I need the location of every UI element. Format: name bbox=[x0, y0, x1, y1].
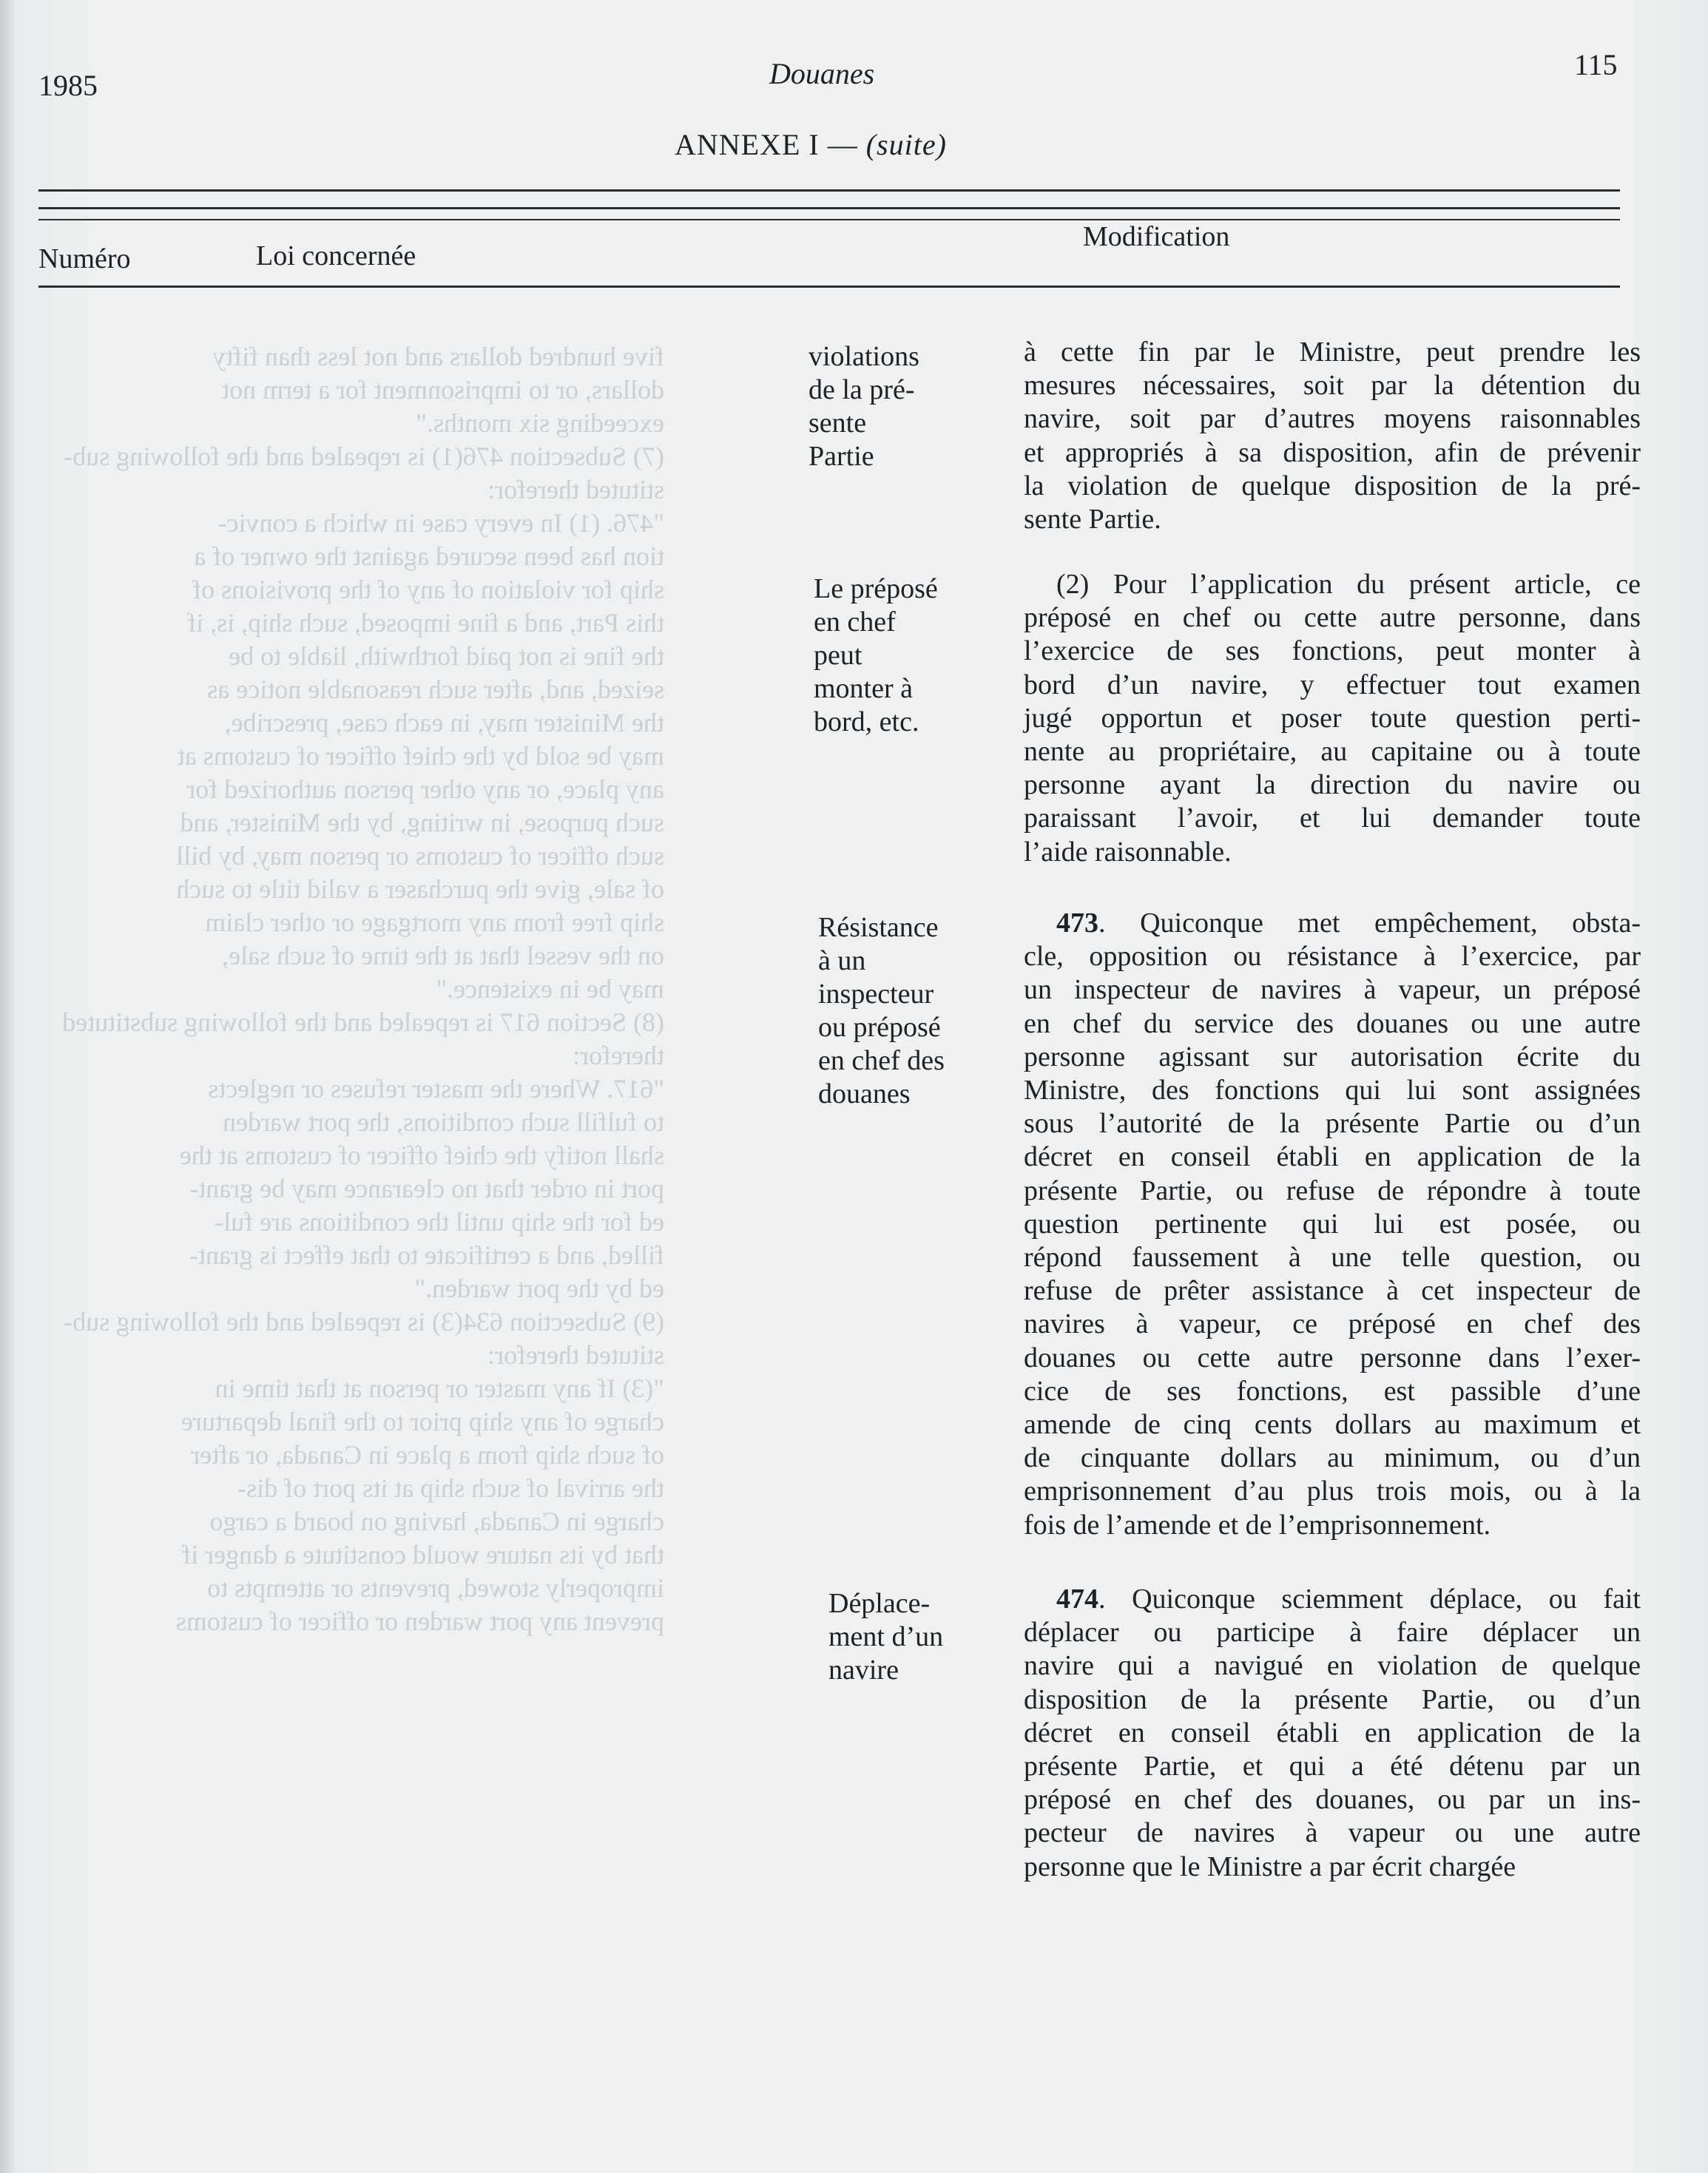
binding-shadow bbox=[0, 0, 15, 2173]
show-through-line: the Minister may, in each case, prescribe, bbox=[224, 708, 664, 737]
show-through-line: (7) Subsection 476(1) is repealed and the following sub- bbox=[64, 442, 664, 471]
margin-note-line: Résistance bbox=[818, 912, 939, 943]
paragraph-line bbox=[1024, 601, 1641, 635]
paragraph-line-text: question pertinente qui lui est posée, ou bbox=[1024, 1208, 1641, 1240]
column-header-loi: Loi concernée bbox=[256, 240, 416, 271]
show-through-line: such purpose, in writing, by the Minister, and bbox=[180, 808, 664, 837]
margin-note-line: inspecteur bbox=[818, 979, 934, 1010]
show-through-line: "(3) If any master or person at that time in bbox=[215, 1373, 664, 1403]
show-through-line: exceeding six months." bbox=[416, 408, 664, 438]
paragraph-line bbox=[1024, 1475, 1641, 1508]
margin-note-line: en chef des bbox=[818, 1045, 945, 1076]
paragraph-line-text: navire qui a navigué en violation de quelque bbox=[1024, 1650, 1641, 1682]
show-through-line: ed for the ship until the conditions are ful- bbox=[215, 1207, 664, 1237]
paragraph-line bbox=[1024, 336, 1641, 369]
margin-note-line: de la pré- bbox=[809, 374, 915, 405]
margin-note-line: sente bbox=[809, 408, 867, 439]
margin-note-line: en chef bbox=[814, 606, 896, 638]
paragraph-line-text: navire, soit par d’autres moyens raisonnables bbox=[1024, 403, 1641, 435]
show-through-line: improperly stowed, prevents or attempts to bbox=[207, 1573, 664, 1603]
paragraph-line bbox=[1024, 1817, 1641, 1850]
paragraph-line bbox=[1024, 1583, 1641, 1616]
paragraph-line bbox=[1024, 1783, 1641, 1817]
show-through-line: shall notify the chief officer of customs at the bbox=[179, 1140, 664, 1170]
paragraph-line-text: de cinquante dollars au minimum, ou d’un bbox=[1024, 1442, 1641, 1474]
margin-note-deplacement bbox=[828, 1587, 943, 1687]
paragraph-line-text: décret en conseil établi en application de la bbox=[1024, 1141, 1641, 1173]
table-rule-double-a bbox=[38, 207, 1620, 209]
show-through-line: stituted therefor: bbox=[487, 475, 664, 504]
paragraph-line-text: bord d’un navire, y effectuer tout examen bbox=[1024, 669, 1641, 700]
paragraph-474 bbox=[1024, 1583, 1641, 1884]
paragraph-line bbox=[1024, 702, 1641, 735]
table-rule-top bbox=[38, 189, 1620, 192]
paragraph-line-text: décret en conseil établi en application de la bbox=[1024, 1717, 1641, 1748]
paragraph-line-text: la violation de quelque disposition de la pré- bbox=[1024, 470, 1641, 501]
paragraph-line bbox=[1024, 470, 1641, 503]
show-through-line: prevent any port warden or officer of customs bbox=[175, 1606, 664, 1636]
paragraph-line-text: emprisonnement d’au plus trois mois, ou à la bbox=[1024, 1476, 1641, 1507]
margin-note-prepose bbox=[814, 572, 938, 739]
paragraph-line-text: à cette fin par le Ministre, peut prendre les bbox=[1024, 337, 1641, 368]
paragraph-line-text: amende de cinq cents dollars au maximum et bbox=[1024, 1409, 1641, 1441]
paragraph-line bbox=[1024, 1375, 1641, 1408]
paragraph-line-text: l’exercice de ses fonctions, peut monter à bbox=[1024, 635, 1641, 667]
show-through-line: may be sold by the chief officer of customs at bbox=[177, 741, 664, 771]
paragraph-line bbox=[1024, 1041, 1641, 1074]
show-through-line: filled, and a certificate to that effect is grant- bbox=[189, 1240, 664, 1270]
show-through-line: the fine is not paid forthwith, liable to be bbox=[229, 641, 664, 671]
paragraph-line-text: . Quiconque met empêchement, obsta- bbox=[1098, 908, 1641, 939]
show-through-line: five hundred dollars and not less than fifty bbox=[212, 342, 664, 371]
show-through-line: of sale, give the purchaser a valid title to such bbox=[176, 874, 664, 904]
show-through-line: on the vessel that at the time of such sale, bbox=[222, 941, 664, 970]
margin-note-line: bord, etc. bbox=[814, 706, 919, 737]
paragraph-line bbox=[1024, 1408, 1641, 1442]
paragraph-line-text: jugé opportun et poser toute question perti- bbox=[1024, 702, 1641, 734]
table-rule-double-b bbox=[38, 219, 1620, 220]
paragraph-line-text: . Quiconque sciemment déplace, ou fait bbox=[1098, 1584, 1641, 1615]
paragraph-line bbox=[1024, 940, 1641, 973]
paragraph-line bbox=[1024, 1683, 1641, 1717]
show-through-line: to fulfill such conditions, the port warden bbox=[223, 1107, 664, 1137]
show-through-line: charge of any ship prior to the final departure bbox=[180, 1407, 664, 1436]
header-year: 1985 bbox=[38, 69, 98, 102]
paragraph-line bbox=[1024, 1175, 1641, 1208]
paragraph-line bbox=[1024, 1616, 1641, 1649]
header-title: Douanes bbox=[769, 57, 875, 90]
paragraph-continuation bbox=[1024, 336, 1641, 536]
paragraph-line-text: sente Partie. bbox=[1024, 504, 1161, 535]
margin-note-line: douanes bbox=[818, 1078, 911, 1109]
paragraph-line bbox=[1024, 802, 1641, 835]
paragraph-line-text: navires à vapeur, ce préposé en chef des bbox=[1024, 1308, 1641, 1340]
margin-note-violations bbox=[809, 340, 919, 473]
paragraph-line-text: cle, opposition ou résistance à l’exercice, par bbox=[1024, 941, 1641, 973]
paragraph-line-text: fois de l’amende et de l’emprisonnement. bbox=[1024, 1509, 1491, 1541]
paragraph-line bbox=[1024, 1241, 1641, 1274]
paragraph-line bbox=[1024, 669, 1641, 702]
paragraph-line bbox=[1024, 369, 1641, 402]
annex-main: ANNEXE I — bbox=[675, 128, 866, 161]
show-through-line: ship free from any mortgage or other claim bbox=[205, 908, 664, 937]
paragraph-line-text: mesures nécessaires, soit par la détention du bbox=[1024, 370, 1641, 402]
margin-note-line: à un bbox=[818, 945, 866, 976]
column-header-numero: Numéro bbox=[38, 243, 131, 274]
paragraph-line-text: refuse de prêter assistance à cet inspecteur de bbox=[1024, 1275, 1641, 1307]
paragraph-line-text: présente Partie, et qui a été détenu par un bbox=[1024, 1751, 1641, 1782]
paragraph-line bbox=[1024, 503, 1641, 536]
paragraph-line-text: et appropriés à sa disposition, afin de prévenir bbox=[1024, 436, 1641, 468]
paragraph-line bbox=[1024, 1649, 1641, 1683]
paragraph-line bbox=[1024, 1074, 1641, 1107]
show-through-line: tion has been secured against the owner of a bbox=[194, 541, 664, 571]
paragraph-line bbox=[1024, 568, 1641, 601]
margin-note-line: Partie bbox=[809, 441, 874, 472]
section-number: 473 bbox=[1056, 908, 1098, 939]
show-through-line: stituted therefor: bbox=[487, 1340, 664, 1370]
show-through-line: dollars, or to imprisonment for a term not bbox=[222, 375, 664, 405]
margin-note-line: peut bbox=[814, 640, 863, 671]
paragraph-line-text: en chef du service des douanes ou une autre bbox=[1024, 1007, 1641, 1039]
margin-note-line: ment d’un bbox=[828, 1621, 944, 1652]
show-through-line: (9) Subsection 634(3) is repealed and the following sub- bbox=[64, 1307, 664, 1336]
paragraph-line-text: sous l’autorité de la présente Partie ou d’un bbox=[1024, 1108, 1641, 1140]
paragraph-line-text: personne que le Ministre a par écrit chargée bbox=[1024, 1851, 1516, 1882]
margin-note-line: violations bbox=[809, 341, 919, 372]
paragraph-line bbox=[1024, 1274, 1641, 1308]
margin-note-line: ou préposé bbox=[818, 1012, 941, 1043]
show-through-line: charge in Canada, having on board a cargo bbox=[209, 1507, 664, 1536]
section-number: 474 bbox=[1056, 1584, 1098, 1615]
paragraph-line-text: cice de ses fonctions, est passible d’une bbox=[1024, 1375, 1641, 1407]
paragraph-line-text: personne ayant la direction du navire ou bbox=[1024, 769, 1641, 801]
annex-suite: (suite) bbox=[865, 128, 947, 161]
paragraph-line-text: un inspecteur de navires à vapeur, un préposé bbox=[1024, 974, 1641, 1006]
show-through-line: ship for violation of any of the provisions of bbox=[192, 575, 664, 604]
paragraph-line bbox=[1024, 1308, 1641, 1341]
paragraph-line bbox=[1024, 1509, 1641, 1542]
paragraph-line bbox=[1024, 1140, 1641, 1174]
paragraph-line bbox=[1024, 1851, 1641, 1884]
paragraph-line-text: personne agissant sur autorisation écrite du bbox=[1024, 1041, 1641, 1072]
paragraph-line-text: pecteur de navires à vapeur ou une autre bbox=[1024, 1817, 1641, 1849]
show-through-line: "617. Where the master refuses or neglects bbox=[208, 1074, 664, 1104]
paragraph-line bbox=[1024, 635, 1641, 668]
paragraph-line-text: préposé en chef des douanes, ou par un ins- bbox=[1024, 1784, 1641, 1816]
show-through-line: therefor: bbox=[573, 1041, 664, 1070]
paragraph-line bbox=[1024, 973, 1641, 1007]
paragraph-line-text: paraissant l’avoir, et lui demander toute bbox=[1024, 802, 1641, 834]
paragraph-line-text: Ministre, des fonctions qui lui sont assignées bbox=[1024, 1075, 1641, 1106]
paragraph-line-text: l’aide raisonnable. bbox=[1024, 836, 1232, 868]
paragraph-line-text: disposition de la présente Partie, ou d’un bbox=[1024, 1683, 1641, 1715]
show-through-line: any place, or any other person authorized for bbox=[186, 774, 664, 804]
annex-heading bbox=[675, 127, 947, 162]
show-through-line: this Part, and a fine imposed, such ship, is, if bbox=[187, 608, 664, 638]
show-through-line: seized, and, after such reasonable notice as bbox=[207, 675, 664, 704]
paragraph-line-text: déplacer ou participe à faire déplacer un bbox=[1024, 1617, 1641, 1649]
paragraph-subsection-2 bbox=[1024, 568, 1641, 869]
paragraph-line-text: répond faussement à une telle question, ou bbox=[1024, 1242, 1641, 1274]
show-through-line: the arrival of such ship at its port of dis- bbox=[237, 1473, 664, 1503]
paragraph-line-text: présente Partie, ou refuse de répondre à toute bbox=[1024, 1175, 1641, 1206]
paragraph-line bbox=[1024, 836, 1641, 869]
margin-note-line: monter à bbox=[814, 673, 914, 704]
paragraph-473 bbox=[1024, 907, 1641, 1542]
table-rule-header-bottom bbox=[38, 285, 1620, 288]
page-number: 115 bbox=[1574, 48, 1618, 81]
margin-note-line: Déplace- bbox=[828, 1588, 931, 1619]
paragraph-line-text: nente au propriétaire, au capitaine ou à toute bbox=[1024, 736, 1641, 768]
paragraph-line-text: douanes ou cette autre personne dans l’exer- bbox=[1024, 1342, 1641, 1373]
paragraph-line bbox=[1024, 1750, 1641, 1783]
margin-note-line: Le préposé bbox=[814, 573, 938, 604]
paragraph-line bbox=[1024, 768, 1641, 802]
paragraph-line bbox=[1024, 1208, 1641, 1241]
show-through-line: port in order that no clearance may be grant- bbox=[189, 1174, 664, 1203]
paragraph-line bbox=[1024, 402, 1641, 436]
paragraph-line-text: (2) Pour l’application du présent article, ce bbox=[1056, 569, 1641, 600]
paragraph-line bbox=[1024, 1342, 1641, 1375]
paragraph-line-text: préposé en chef ou cette autre personne, dans bbox=[1024, 602, 1641, 634]
show-through-line: that by its nature would constitute a danger if bbox=[182, 1540, 664, 1569]
paragraph-line bbox=[1024, 1717, 1641, 1750]
show-through-line: "476. (1) In every case in which a convic- bbox=[217, 508, 664, 538]
paragraph-line bbox=[1024, 735, 1641, 768]
show-through-line: (8) Section 617 is repealed and the following substituted bbox=[62, 1007, 664, 1037]
paragraph-line bbox=[1024, 907, 1641, 940]
column-header-modification: Modification bbox=[1083, 221, 1230, 252]
show-through-line: of such ship from a place in Canada, or after bbox=[191, 1440, 664, 1470]
show-through-text bbox=[43, 340, 664, 1638]
margin-note-line: navire bbox=[828, 1655, 899, 1686]
show-through-line: such officer of customs or person may, by bill bbox=[176, 841, 664, 871]
margin-note-resistance bbox=[818, 911, 945, 1111]
paragraph-line bbox=[1024, 1442, 1641, 1475]
paragraph-line bbox=[1024, 1007, 1641, 1041]
paragraph-line bbox=[1024, 436, 1641, 470]
paragraph-line bbox=[1024, 1107, 1641, 1140]
show-through-line: ed by the port warden." bbox=[414, 1274, 664, 1303]
show-through-line: may be in existence." bbox=[436, 974, 664, 1004]
